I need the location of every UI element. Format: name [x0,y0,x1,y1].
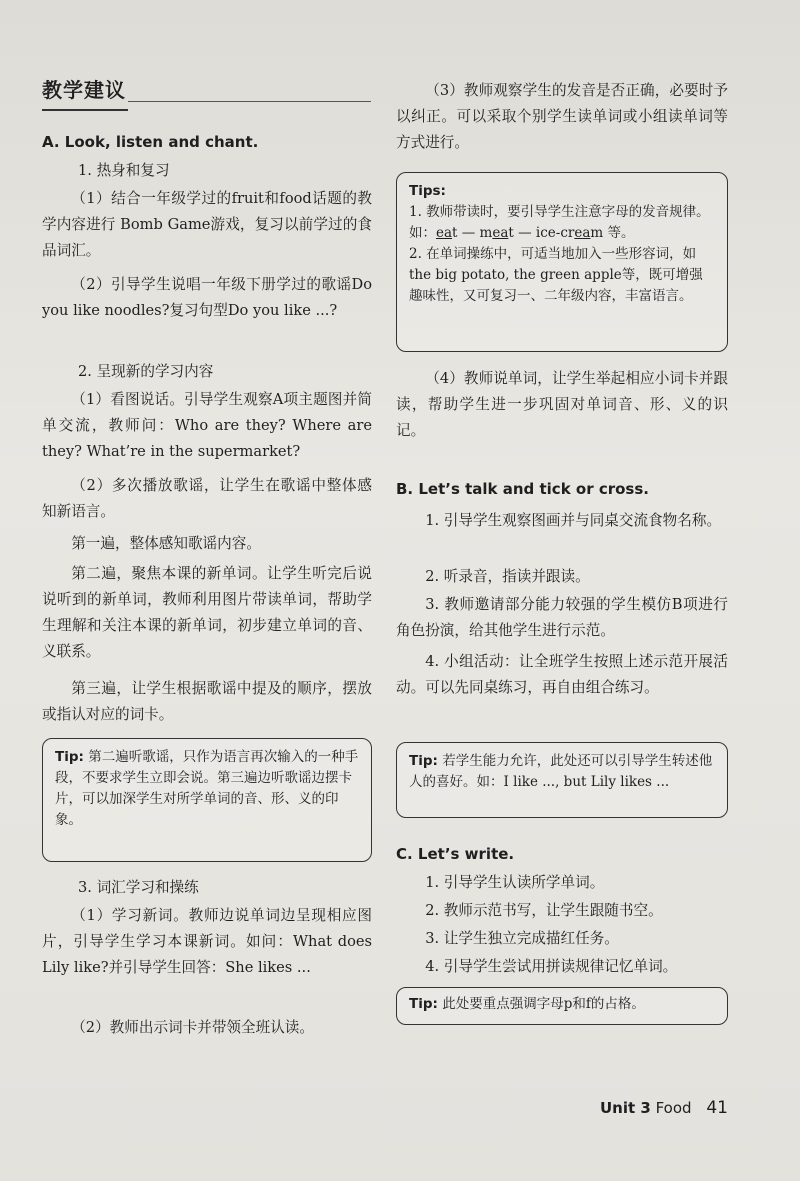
header-rule [128,101,371,102]
tip-text: 此处要重点强调字母p和f的占格。 [442,996,645,1012]
paragraph: （2）教师出示词卡并带领全班认读。 [71,1019,314,1036]
page-number: 41 [706,1098,728,1118]
tip-label: Tip: [409,996,438,1012]
paragraph: 第二遍，聚焦本课的新单词。让学生听完后说说听到的新单词，教师利用图片带读单词，帮助学生理解和关注本课的新单词，初步建立单词的音、义联系。 [42,565,372,660]
paragraph: 2. 呈现新的学习内容 [78,363,214,380]
paragraph: 4. 引导学生尝试用拼读规律记忆单词。 [425,958,678,975]
section-b-heading: B. Let’s talk and tick or cross. [396,480,649,498]
paragraph: （2）引导学生说唱一年级下册学过的歌谣Do you like noodles?复习句型Do you like ...? [42,276,372,319]
paragraph: 1. 引导学生观察图画并与同桌交流食物名称。 [425,512,722,529]
paragraph: 2. 听录音，指读并跟读。 [425,568,590,585]
paragraph: （4）教师说单词，让学生举起相应小词卡并跟读，帮助学生进一步巩固对单词音、形、义的识记。 [396,370,728,439]
paragraph: 3. 教师邀请部分能力较强的学生模仿B项进行角色扮演，给其他学生进行示范。 [396,596,728,639]
section-a-heading: A. Look, listen and chant. [42,133,259,151]
paragraph: （1）学习新词。教师边说单词边呈现相应图片，引导学生学习本课新词。如问：What does Lily like?并引导学生回答：She likes ... [42,907,372,976]
paragraph: 1. 热身和复习 [78,162,170,179]
paragraph: 第三遍，让学生根据歌谣中提及的顺序，摆放或指认对应的词卡。 [42,680,372,723]
tip-box [42,738,372,862]
tip-label: Tip: [409,753,438,769]
tip-box [396,742,728,818]
paragraph: （1）结合一年级学过的fruit和food话题的教学内容进行 Bomb Game游戏，复习以前学过的食品词汇。 [42,190,372,259]
tips-label: Tips: [409,183,446,199]
unit-label: Unit 3 [599,1099,651,1117]
paragraph: 1. 引导学生认读所学单词。 [425,874,605,891]
section-c-heading: C. Let’s write. [396,845,515,863]
tip-text: 第二遍听歌谣，只作为语言再次输入的一种手段，不要求学生立即会说。第三遍边听歌谣边摆卡片，可以加深学生对所学单词的音、形、义的印象。 [55,749,359,828]
tips-line-2: 2. 在单词操练中，可适当地加入一些形容词，如the big potato, the green apple等，既可增强趣味性，又可复习一、二年级内容，丰富语言。 [409,246,703,304]
tip-box [396,987,728,1025]
tips-line-1: 1. 教师带读时，要引导学生注意字母的发音规律。如：eat — meat — ice-cream 等。 [409,204,710,241]
tips-box [396,172,728,352]
paragraph: 4. 小组活动：让全班学生按照上述示范开展活动。可以先同桌练习，再自由组合练习。 [396,653,728,696]
paragraph: （1）看图说话。引导学生观察A项主题图并简单交流，教师问：Who are they? Where are they? What’re in the supermarket? [42,391,372,460]
unit-topic: Food [655,1099,692,1117]
paragraph: （2）多次播放歌谣，让学生在歌谣中整体感知新语言。 [42,477,372,520]
paragraph: 3. 让学生独立完成描红任务。 [425,930,619,947]
paragraph: 2. 教师示范书写，让学生跟随书空。 [425,902,663,919]
paragraph: 3. 词汇学习和操练 [78,879,199,896]
page-footer [600,1098,728,1118]
tip-label: Tip: [55,749,84,765]
paragraph: （3）教师观察学生的发音是否正确，必要时予以纠正。可以采取个别学生读单词或小组读单词等方式进行。 [396,82,728,151]
section-title: 教学建议 [42,74,128,111]
tip-text: 若学生能力允许，此处还可以引导学生转述他人的喜好。如：I like ..., but Lily likes ... [409,753,713,790]
paragraph: 第一遍，整体感知歌谣内容。 [71,535,261,552]
